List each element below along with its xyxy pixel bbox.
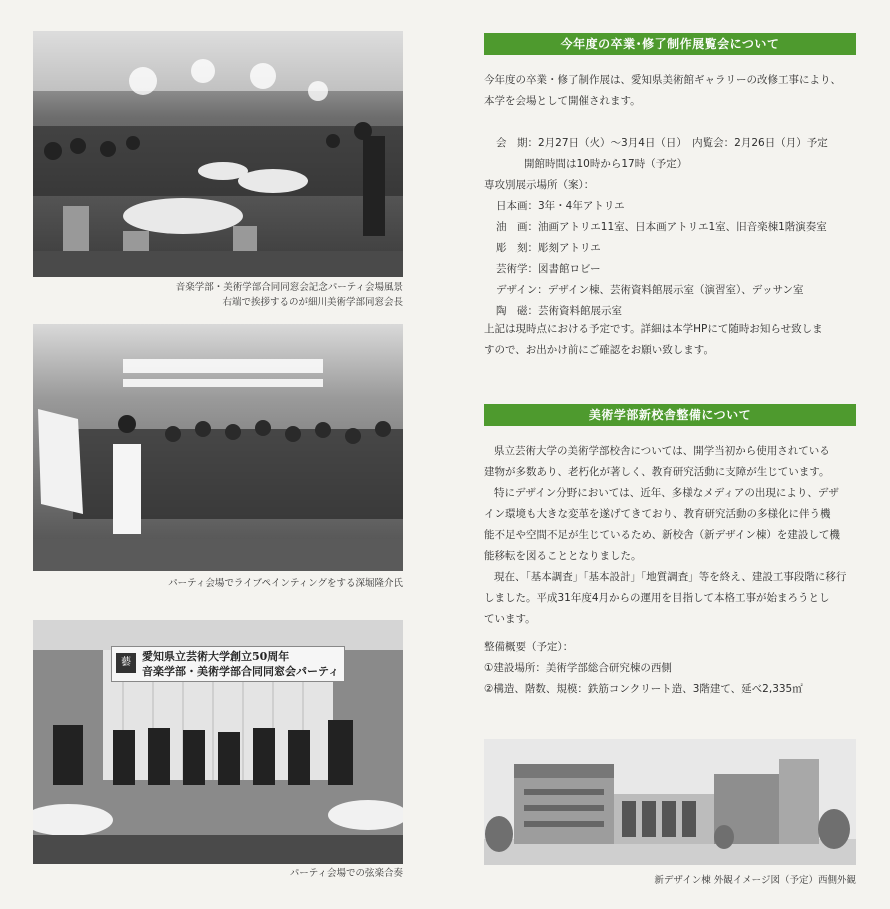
p3-line: ています。 xyxy=(484,613,536,625)
new-design-building-rendering xyxy=(484,739,856,865)
intro-line: 今年度の卒業・修了制作展は、愛知県美術館ギャラリーの改修工事により、 xyxy=(484,74,841,86)
rendering-caption xyxy=(484,873,856,888)
note-line: すので、お出かけ前にご確認をお願い致します。 xyxy=(484,344,714,356)
string-ensemble-photo xyxy=(33,620,403,864)
p2-line: 能移転を図ることとなりました。 xyxy=(484,550,642,562)
venue-item: 陶 磁：芸術資料館展示室 xyxy=(496,305,622,317)
venue-item: 日本画：3年・4年アトリエ xyxy=(496,200,625,212)
section1-note xyxy=(484,319,858,361)
venues-title: 専攻別展示場所（案）： xyxy=(484,179,595,191)
section2-body xyxy=(484,441,858,630)
banner-line1: 愛知県立芸術大学創立50周年 xyxy=(142,650,290,663)
party-hall-photo xyxy=(33,31,403,277)
hours-line: 開館時間は10時から17時（予定） xyxy=(524,158,688,170)
venue-item: 油 画：油画アトリエ11室、日本画アトリエ1室、旧音楽棟1階演奏室 xyxy=(496,221,827,233)
anniversary-logo: 藝 xyxy=(116,653,136,673)
live-painting-photo xyxy=(33,324,403,571)
rendering-caption-line: 新デザイン棟 外観イメージ図（予定）西側外観 xyxy=(654,875,856,886)
outline-title: 整備概要（予定）： xyxy=(484,641,574,653)
p2-line: イン環境も大きな変革を遂げてきており、教育研究活動の多様化に伴う機 xyxy=(484,508,831,520)
banner-line2: 音楽学部・美術学部合同同窓会パーティ xyxy=(142,665,340,678)
p2-line: 能不足や空間不足が生じているため、新校舎（新デザイン棟）を建設して機 xyxy=(484,529,840,541)
p2-line: 特にデザイン分野においては、近年、多様なメディアの出現により、デザ xyxy=(494,487,839,499)
section1-heading: 今年度の卒業･修了制作展覧会について xyxy=(484,33,856,55)
p3-line: 現在、「基本調査」「基本設計」「地質調査」等を終え、建設工事段階に移行 xyxy=(494,571,847,583)
outline-block xyxy=(484,637,858,700)
photo3-caption xyxy=(33,866,403,881)
p1-line: 建物が多数あり、老朽化が著しく、教育研究活動に支障が生じています。 xyxy=(484,466,830,478)
section1-intro xyxy=(484,70,858,112)
section2-heading: 美術学部新校舎整備について xyxy=(484,404,856,426)
photo1-caption-line: 右端で挨拶するのが細川美術学部同窓会長 xyxy=(222,297,403,308)
reunion-banner xyxy=(111,646,345,682)
intro-line: 本学を会場として開催されます。 xyxy=(484,95,641,107)
p1-line: 県立芸術大学の美術学部校舎については、開学当初から使用されている xyxy=(494,445,830,457)
outline-item: ①建設場所：美術学部総合研究棟の西側 xyxy=(484,662,672,674)
outline-item: ②構造、階数、規模：鉄筋コンクリート造、3階建て、延べ2,335㎡ xyxy=(484,683,803,695)
photo1-caption-line: 音楽学部・美術学部合同同窓会記念パーティ会場風景 xyxy=(175,282,403,293)
photo2-caption xyxy=(33,576,403,591)
venue-item: 芸術学：図書館ロビー xyxy=(496,263,601,275)
period-line: 会 期：2月27日（火）～3月4日（日） 内覧会：2月26日（月）予定 xyxy=(496,137,828,149)
note-line: 上記は現時点における予定です。詳細は本学HPにて随時お知らせ致しま xyxy=(484,323,823,335)
photo1-caption xyxy=(33,280,403,310)
photo2-caption-line: パーティ会場でライブペインティングをする深堀隆介氏 xyxy=(168,578,403,589)
p3-line: しました。平成31年度4月からの運用を目指して本格工事が始まろうとし xyxy=(484,592,830,604)
venue-item: 彫 刻：彫刻アトリエ xyxy=(496,242,601,254)
venue-item: デザイン：デザイン棟、芸術資料館展示室（演習室）、デッサン室 xyxy=(496,284,804,296)
photo3-caption-line: パーティ会場での弦楽合奏 xyxy=(289,868,403,879)
exhibition-details xyxy=(484,133,858,322)
